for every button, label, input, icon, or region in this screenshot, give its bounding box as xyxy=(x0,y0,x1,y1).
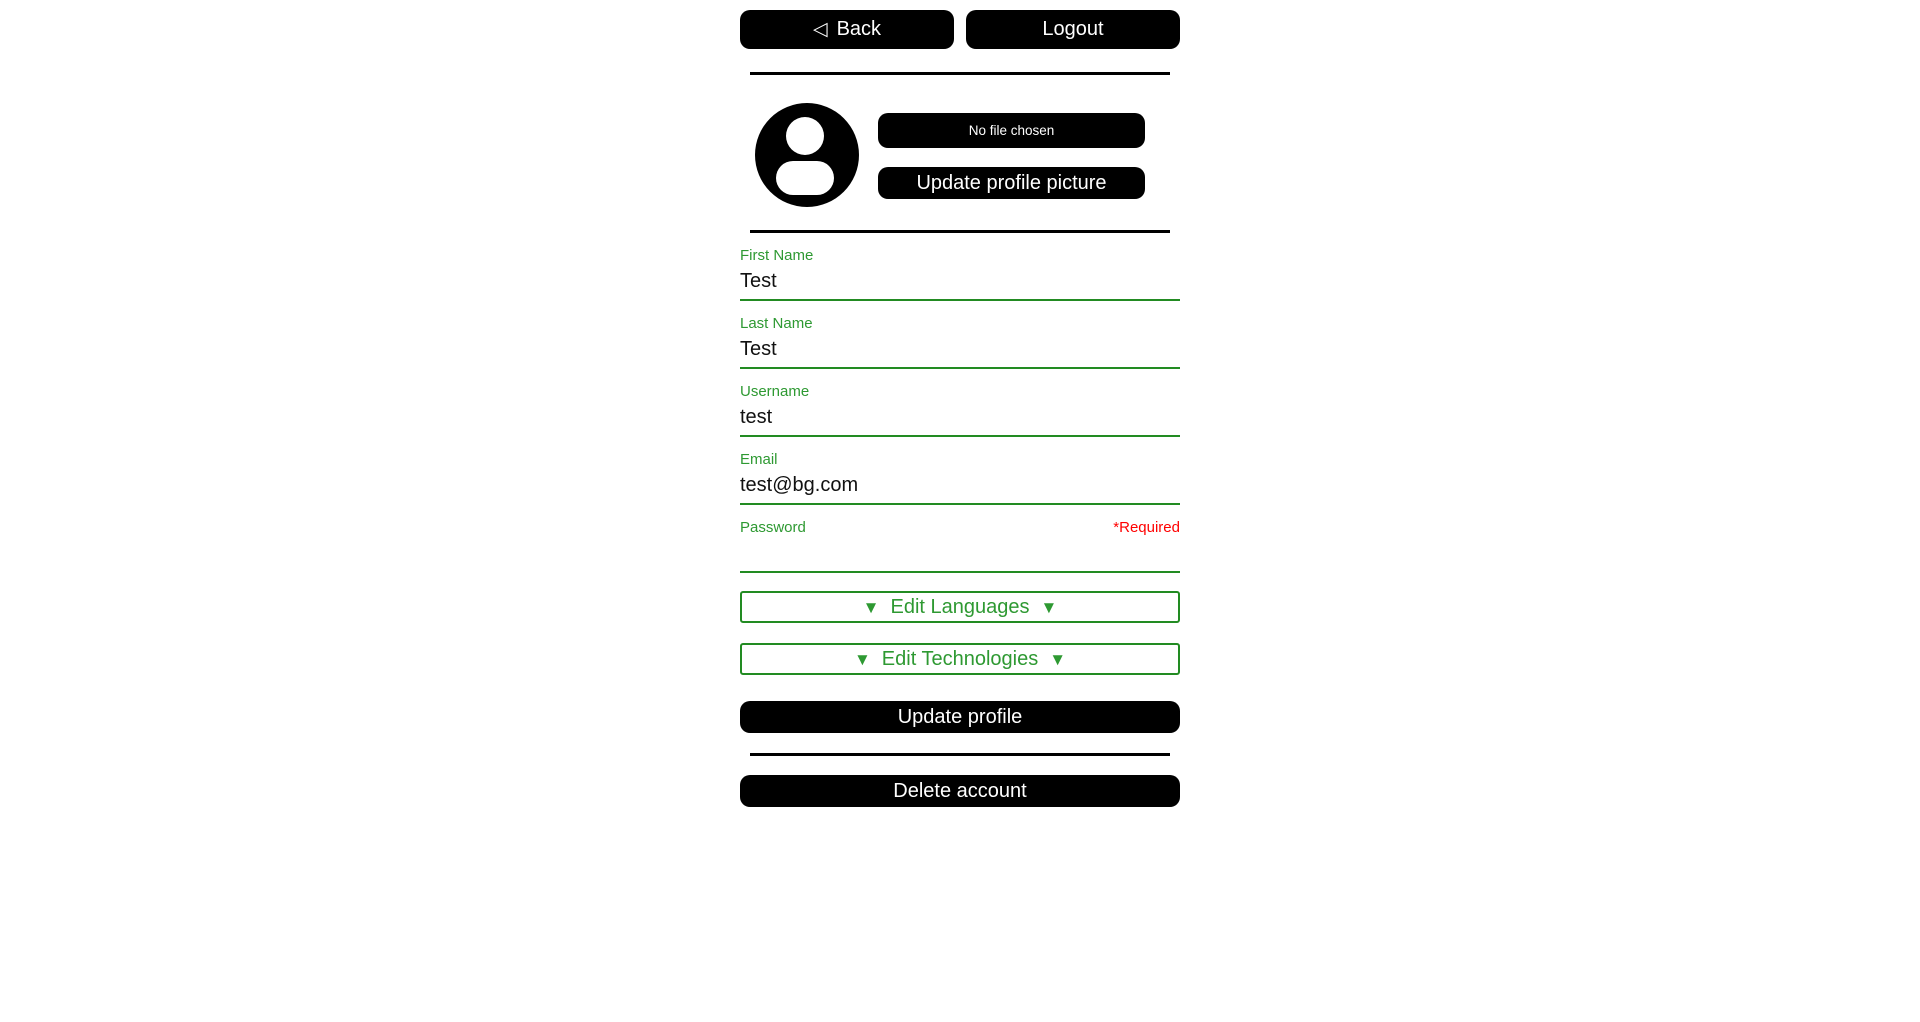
back-button-label: Back xyxy=(836,18,882,40)
person-icon xyxy=(786,117,824,155)
back-button[interactable] xyxy=(740,10,954,49)
password-field-group xyxy=(740,519,1180,573)
last-name-label: Last Name xyxy=(740,315,813,332)
email-field-group xyxy=(740,451,1180,505)
edit-languages-label: Edit Languages xyxy=(890,595,1030,618)
top-button-row xyxy=(740,10,1180,49)
update-profile-picture-button[interactable] xyxy=(878,167,1145,199)
delete-account-button[interactable] xyxy=(740,775,1180,807)
update-picture-label: Update profile picture xyxy=(916,171,1107,194)
triangle-down-icon: ▼ xyxy=(853,649,871,669)
file-input[interactable] xyxy=(878,113,1145,148)
email-label: Email xyxy=(740,451,778,468)
profile-picture-section xyxy=(740,103,1180,207)
username-input[interactable] xyxy=(740,402,1180,437)
picture-form-divider xyxy=(750,230,1170,233)
last-name-field-group xyxy=(740,315,1180,369)
delete-account-label: Delete account xyxy=(893,779,1027,802)
avatar xyxy=(755,103,859,207)
profile-page xyxy=(740,10,1180,807)
back-arrow-icon: ◁ xyxy=(812,19,828,40)
first-name-field-group xyxy=(740,247,1180,301)
logout-button[interactable] xyxy=(966,10,1180,49)
password-label-row xyxy=(740,519,1180,537)
edit-technologies-button[interactable] xyxy=(740,643,1180,675)
triangle-down-icon: ▼ xyxy=(862,597,880,617)
picture-controls xyxy=(878,103,1145,207)
edit-languages-button[interactable] xyxy=(740,591,1180,623)
triangle-down-icon: ▼ xyxy=(1049,649,1067,669)
first-name-input[interactable] xyxy=(740,266,1180,301)
password-input[interactable] xyxy=(740,538,1180,573)
triangle-down-icon: ▼ xyxy=(1040,597,1058,617)
top-divider xyxy=(750,72,1170,75)
update-profile-button[interactable] xyxy=(740,701,1180,733)
last-name-input[interactable] xyxy=(740,334,1180,369)
edit-technologies-label: Edit Technologies xyxy=(881,647,1039,670)
update-profile-label: Update profile xyxy=(897,705,1023,728)
person-torso-icon xyxy=(776,161,834,195)
email-input[interactable] xyxy=(740,470,1180,505)
file-input-status: No file chosen xyxy=(968,123,1055,138)
logout-button-label: Logout xyxy=(1042,18,1104,40)
danger-zone-divider xyxy=(750,753,1170,756)
username-label: Username xyxy=(740,383,810,400)
first-name-label: First Name xyxy=(740,247,814,264)
password-label: Password xyxy=(740,519,806,536)
profile-form xyxy=(740,247,1180,733)
username-field-group xyxy=(740,383,1180,437)
required-note: *Required xyxy=(1113,519,1180,536)
